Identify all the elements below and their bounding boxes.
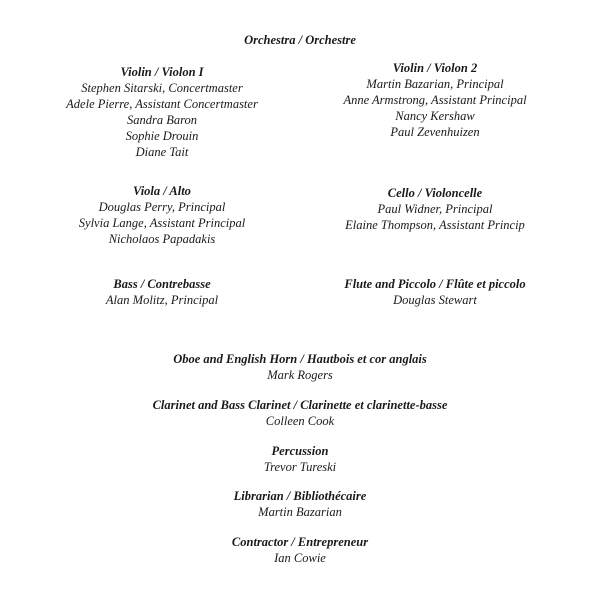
section-heading: Cello / Violoncelle: [387, 186, 483, 200]
section-heading: Percussion: [271, 444, 329, 458]
section-heading: Viola / Alto: [133, 184, 191, 198]
member-name: Colleen Cook: [265, 414, 335, 428]
member-name: Douglas Perry, Principal: [98, 200, 226, 214]
member-name: Alan Molitz, Principal: [105, 293, 219, 307]
section-heading: Violin / Violon 2: [392, 61, 478, 75]
section-heading: Clarinet and Bass Clarinet / Clarinette et clarinette-basse: [152, 398, 448, 412]
member-name: Martin Bazarian, Principal: [366, 77, 504, 91]
member-name: Stephen Sitarski, Concertmaster: [81, 81, 243, 95]
section-contractor: [100, 534, 500, 566]
section-percussion: [100, 443, 500, 475]
section-heading: Violin / Violon I: [120, 65, 204, 79]
section-heading: Bass / Contrebasse: [113, 277, 211, 291]
member-name: Adele Pierre, Assistant Concertmaster: [66, 97, 258, 111]
section-heading: Contractor / Entrepreneur: [231, 535, 369, 549]
section-oboe: [100, 351, 500, 383]
member-name: Elaine Thompson, Assistant Princip: [345, 218, 525, 232]
member-name: Paul Widner, Principal: [377, 202, 493, 216]
member-name: Mark Rogers: [267, 368, 333, 382]
member-name: Anne Armstrong, Assistant Principal: [343, 93, 527, 107]
section-heading: Librarian / Bibliothécaire: [233, 489, 367, 503]
member-name: Sophie Drouin: [125, 129, 199, 143]
member-name: Douglas Stewart: [393, 293, 477, 307]
member-name: Nancy Kershaw: [395, 109, 475, 123]
member-name: Paul Zevenhuizen: [390, 125, 480, 139]
member-name: Ian Cowie: [274, 551, 326, 565]
member-name: Sandra Baron: [126, 113, 198, 127]
section-flute: [335, 276, 535, 308]
section-bass: [62, 276, 262, 308]
section-violin-1: [62, 64, 262, 160]
section-clarinet: [100, 397, 500, 429]
section-librarian: [100, 488, 500, 520]
member-name: Trevor Tureski: [263, 460, 337, 474]
member-name: Martin Bazarian: [258, 505, 342, 519]
section-violin-2: [335, 60, 535, 140]
member-name: Diane Tait: [135, 145, 189, 159]
section-heading: Oboe and English Horn / Hautbois et cor anglais: [173, 352, 427, 366]
member-name: Sylvia Lange, Assistant Principal: [78, 216, 246, 230]
page-title: Orchestra / Orchestre: [244, 33, 356, 47]
section-heading: Flute and Piccolo / Flûte et piccolo: [344, 277, 526, 291]
section-cello: [335, 185, 535, 233]
section-viola: [62, 183, 262, 247]
member-name: Nicholaos Papadakis: [108, 232, 216, 246]
